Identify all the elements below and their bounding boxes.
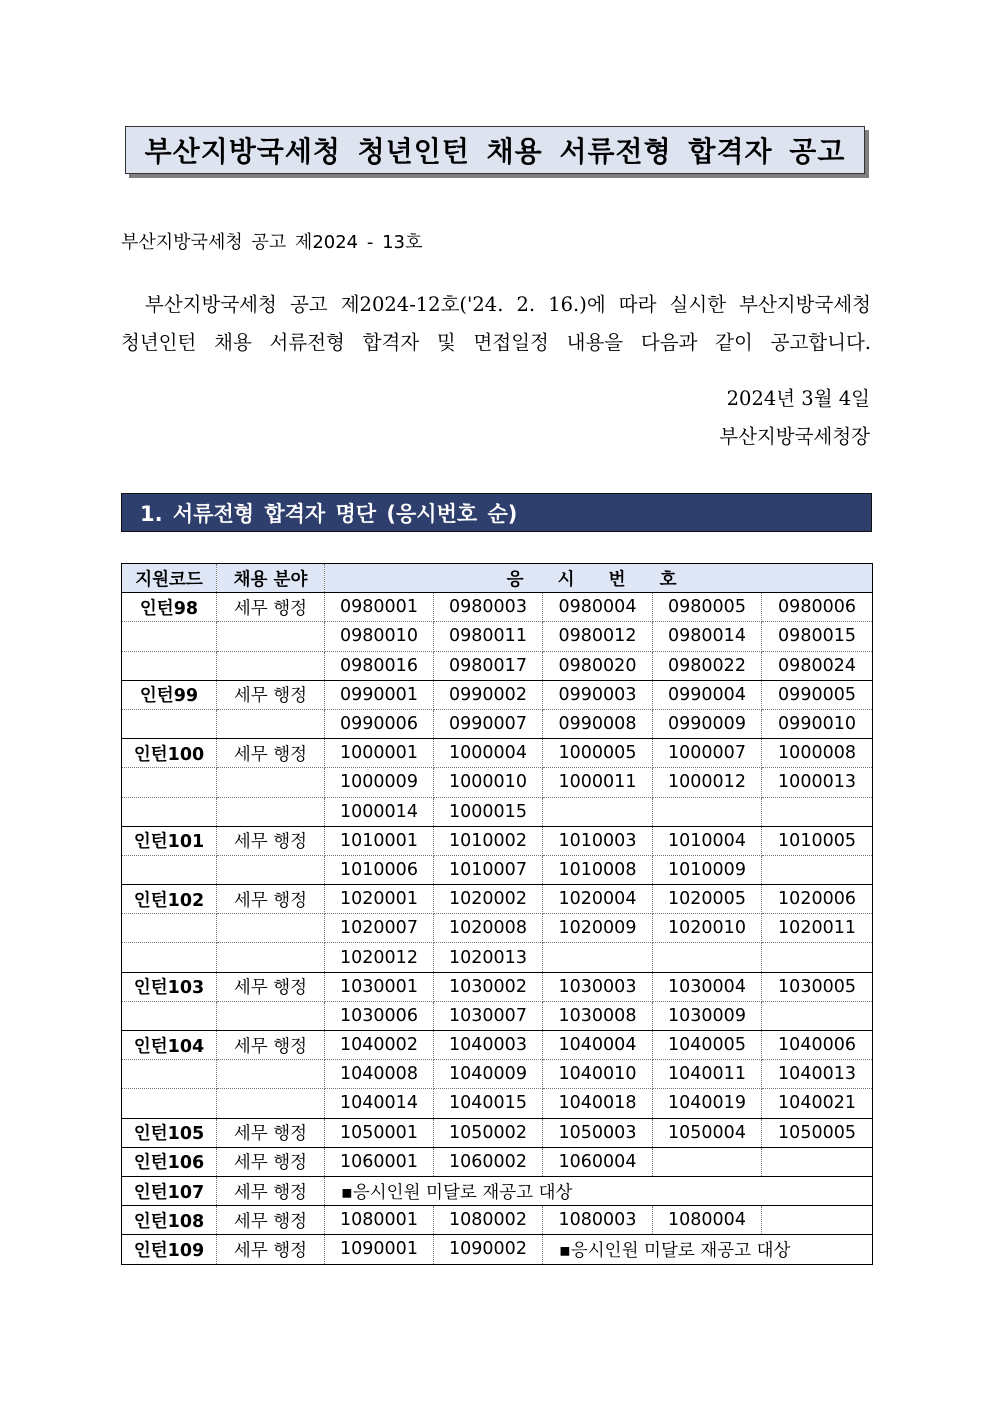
exam-number: 0980012: [543, 622, 653, 651]
applicant-code: [122, 1001, 217, 1030]
table-row: [122, 1089, 873, 1118]
title-box: [125, 126, 865, 174]
exam-number: 0980010: [325, 622, 434, 651]
exam-number: [653, 943, 762, 972]
exam-number: 1050003: [543, 1118, 653, 1147]
exam-number: 1010009: [653, 855, 762, 884]
exam-number: 1040014: [325, 1089, 434, 1118]
exam-number: 1080002: [434, 1206, 543, 1235]
notice-number: 부산지방국세청 공고 제2024 - 13호: [121, 232, 423, 253]
exam-number: 1020012: [325, 943, 434, 972]
table-row: [122, 680, 873, 709]
exam-number: [653, 1147, 762, 1176]
exam-number: [543, 797, 653, 826]
exam-number: 1020006: [762, 885, 873, 914]
exam-number: 0990007: [434, 709, 543, 738]
job-field: 세무 행정: [217, 885, 325, 914]
exam-number: 1060004: [543, 1147, 653, 1176]
exam-number: 0990004: [653, 680, 762, 709]
job-field: 세무 행정: [217, 680, 325, 709]
exam-number: 0980001: [325, 593, 434, 622]
exam-number: 0990009: [653, 709, 762, 738]
job-field: [217, 709, 325, 738]
table-row: [122, 826, 873, 855]
job-field: 세무 행정: [217, 1176, 325, 1205]
exam-number: 1040011: [653, 1060, 762, 1089]
applicant-code: 인턴107: [122, 1176, 217, 1205]
exam-number: 1020005: [653, 885, 762, 914]
table-row: [122, 1235, 873, 1264]
applicant-code: 인턴102: [122, 885, 217, 914]
exam-number: 1020002: [434, 885, 543, 914]
applicant-code: 인턴105: [122, 1118, 217, 1147]
exam-number: 0990008: [543, 709, 653, 738]
job-field: [217, 1089, 325, 1118]
exam-number: [762, 1206, 873, 1235]
applicant-code: [122, 651, 217, 680]
table-row: [122, 622, 873, 651]
job-field: [217, 855, 325, 884]
applicant-code: 인턴104: [122, 1031, 217, 1060]
exam-number: 1020007: [325, 914, 434, 943]
applicant-code: [122, 1060, 217, 1089]
exam-number: 1060001: [325, 1147, 434, 1176]
table-row: [122, 709, 873, 738]
exam-number: 0990006: [325, 709, 434, 738]
exam-number: 0980016: [325, 651, 434, 680]
job-field: 세무 행정: [217, 1031, 325, 1060]
applicant-code: [122, 797, 217, 826]
exam-number: 1050005: [762, 1118, 873, 1147]
exam-number: 1020010: [653, 914, 762, 943]
exam-number: 0980011: [434, 622, 543, 651]
table-row: [122, 1147, 873, 1176]
exam-number: [762, 797, 873, 826]
exam-number: 1020004: [543, 885, 653, 914]
exam-number: 1030005: [762, 972, 873, 1001]
exam-number: 0980014: [653, 622, 762, 651]
exam-number: 1040006: [762, 1031, 873, 1060]
job-field: [217, 768, 325, 797]
header-code: 지원코드: [122, 564, 217, 593]
exam-number: 1020001: [325, 885, 434, 914]
date-block: [719, 380, 870, 456]
exam-number: [543, 943, 653, 972]
table-row: [122, 1118, 873, 1147]
exam-number: 0980006: [762, 593, 873, 622]
header-field: 채용 분야: [217, 564, 325, 593]
applicant-code: [122, 943, 217, 972]
applicant-code: [122, 709, 217, 738]
exam-number: 1010007: [434, 855, 543, 884]
job-field: [217, 1001, 325, 1030]
exam-number: 1000007: [653, 739, 762, 768]
issuer: 부산지방국세청장: [719, 425, 870, 448]
job-field: 세무 행정: [217, 972, 325, 1001]
applicant-code: 인턴106: [122, 1147, 217, 1176]
exam-number: [762, 1147, 873, 1176]
job-field: 세무 행정: [217, 739, 325, 768]
exam-number: 1010002: [434, 826, 543, 855]
exam-number: 0980015: [762, 622, 873, 651]
table-body: [122, 593, 873, 1264]
table-row: [122, 651, 873, 680]
exam-number: 1040002: [325, 1031, 434, 1060]
exam-number: 1060002: [434, 1147, 543, 1176]
candidate-table: [121, 563, 873, 1265]
table-row: [122, 943, 873, 972]
page-title: 부산지방국세청 청년인턴 채용 서류전형 합격자 공고: [144, 135, 846, 168]
exam-number: 0990002: [434, 680, 543, 709]
exam-number: 1030004: [653, 972, 762, 1001]
header-numbers: 응 시 번 호: [325, 564, 873, 593]
exam-number: 0980017: [434, 651, 543, 680]
table-row: [122, 593, 873, 622]
section-title: 1. 서류전형 합격자 명단 (응시번호 순): [140, 501, 518, 526]
applicant-code: [122, 1089, 217, 1118]
table-row: [122, 797, 873, 826]
exam-number: 1040018: [543, 1089, 653, 1118]
exam-number: [653, 797, 762, 826]
job-field: 세무 행정: [217, 1235, 325, 1264]
exam-number: 1030008: [543, 1001, 653, 1030]
exam-number: 1030003: [543, 972, 653, 1001]
exam-number: 1080003: [543, 1206, 653, 1235]
table-row: [122, 972, 873, 1001]
exam-number: 0980024: [762, 651, 873, 680]
exam-number: 1080004: [653, 1206, 762, 1235]
exam-number: 1010003: [543, 826, 653, 855]
exam-number: 1020009: [543, 914, 653, 943]
exam-number: 1020008: [434, 914, 543, 943]
exam-number: [762, 943, 873, 972]
exam-number: 1020013: [434, 943, 543, 972]
exam-number: 1030001: [325, 972, 434, 1001]
table-row: [122, 855, 873, 884]
job-field: [217, 797, 325, 826]
exam-number: 0990010: [762, 709, 873, 738]
exam-number: 1000009: [325, 768, 434, 797]
exam-number: 1010001: [325, 826, 434, 855]
exam-number: 1040005: [653, 1031, 762, 1060]
exam-number: 1040015: [434, 1089, 543, 1118]
table-row: [122, 1206, 873, 1235]
exam-number: 1000001: [325, 739, 434, 768]
job-field: 세무 행정: [217, 826, 325, 855]
exam-number: 1000012: [653, 768, 762, 797]
applicant-code: 인턴103: [122, 972, 217, 1001]
exam-number: 0990003: [543, 680, 653, 709]
table-row: [122, 1031, 873, 1060]
applicant-code: 인턴101: [122, 826, 217, 855]
exam-number: 1040003: [434, 1031, 543, 1060]
table-row: [122, 739, 873, 768]
table-row: [122, 885, 873, 914]
applicant-code: [122, 622, 217, 651]
job-field: 세무 행정: [217, 1147, 325, 1176]
exam-number: 0980020: [543, 651, 653, 680]
exam-number: 1010006: [325, 855, 434, 884]
job-field: 세무 행정: [217, 1206, 325, 1235]
exam-number: 1010008: [543, 855, 653, 884]
job-field: 세무 행정: [217, 593, 325, 622]
exam-number: 1040021: [762, 1089, 873, 1118]
exam-number: 1090001: [325, 1235, 434, 1264]
exam-number: 1000014: [325, 797, 434, 826]
exam-number: 0980004: [543, 593, 653, 622]
job-field: [217, 943, 325, 972]
applicant-code: [122, 914, 217, 943]
exam-number: 1000010: [434, 768, 543, 797]
exam-number: 1040013: [762, 1060, 873, 1089]
exam-number: 1080001: [325, 1206, 434, 1235]
table-row: [122, 1176, 873, 1205]
job-field: [217, 1060, 325, 1089]
exam-number: 1040010: [543, 1060, 653, 1089]
exam-number: [762, 1001, 873, 1030]
exam-number: 1040004: [543, 1031, 653, 1060]
exam-number: 1040008: [325, 1060, 434, 1089]
applicant-code: 인턴108: [122, 1206, 217, 1235]
exam-number: [762, 855, 873, 884]
body-line-1: 부산지방국세청 공고 제2024-12호('24. 2. 16.)에 따라 실시한 부산지방국세청: [145, 293, 871, 316]
applicant-code: 인턴99: [122, 680, 217, 709]
applicant-code: [122, 855, 217, 884]
job-field: 세무 행정: [217, 1118, 325, 1147]
table-row: [122, 768, 873, 797]
job-field: [217, 914, 325, 943]
applicant-code: 인턴98: [122, 593, 217, 622]
exam-number: 0980022: [653, 651, 762, 680]
exam-number: 1030002: [434, 972, 543, 1001]
exam-number: 1090002: [434, 1235, 543, 1264]
exam-number: 1000015: [434, 797, 543, 826]
exam-number: 0980005: [653, 593, 762, 622]
job-field: [217, 651, 325, 680]
job-field: [217, 622, 325, 651]
readvertise-note: ▪응시인원 미달로 재공고 대상: [543, 1235, 873, 1264]
exam-number: 1030009: [653, 1001, 762, 1030]
table-row: [122, 1001, 873, 1030]
notice-body: [121, 286, 871, 362]
exam-number: 1030007: [434, 1001, 543, 1030]
exam-number: 1050001: [325, 1118, 434, 1147]
exam-number: 1000011: [543, 768, 653, 797]
exam-number: 1010005: [762, 826, 873, 855]
exam-number: 1040009: [434, 1060, 543, 1089]
exam-number: 1000013: [762, 768, 873, 797]
readvertise-note: ▪응시인원 미달로 재공고 대상: [325, 1176, 873, 1205]
exam-number: 1010004: [653, 826, 762, 855]
exam-number: 1050002: [434, 1118, 543, 1147]
exam-number: 0990001: [325, 680, 434, 709]
exam-number: 1030006: [325, 1001, 434, 1030]
applicant-code: 인턴100: [122, 739, 217, 768]
applicant-code: [122, 768, 217, 797]
applicant-code: 인턴109: [122, 1235, 217, 1264]
table-header-row: [122, 564, 873, 593]
exam-number: 0980003: [434, 593, 543, 622]
exam-number: 1040019: [653, 1089, 762, 1118]
exam-number: 1020011: [762, 914, 873, 943]
table-row: [122, 914, 873, 943]
section-header: [121, 493, 872, 532]
exam-number: 1000005: [543, 739, 653, 768]
notice-date: 2024년 3월 4일: [726, 387, 870, 410]
body-line-2: 청년인턴 채용 서류전형 합격자 및 면접일정 내용을 다음과 같이 공고합니다.: [121, 331, 871, 354]
exam-number: 0990005: [762, 680, 873, 709]
table-row: [122, 1060, 873, 1089]
exam-number: 1000004: [434, 739, 543, 768]
exam-number: 1000008: [762, 739, 873, 768]
exam-number: 1050004: [653, 1118, 762, 1147]
